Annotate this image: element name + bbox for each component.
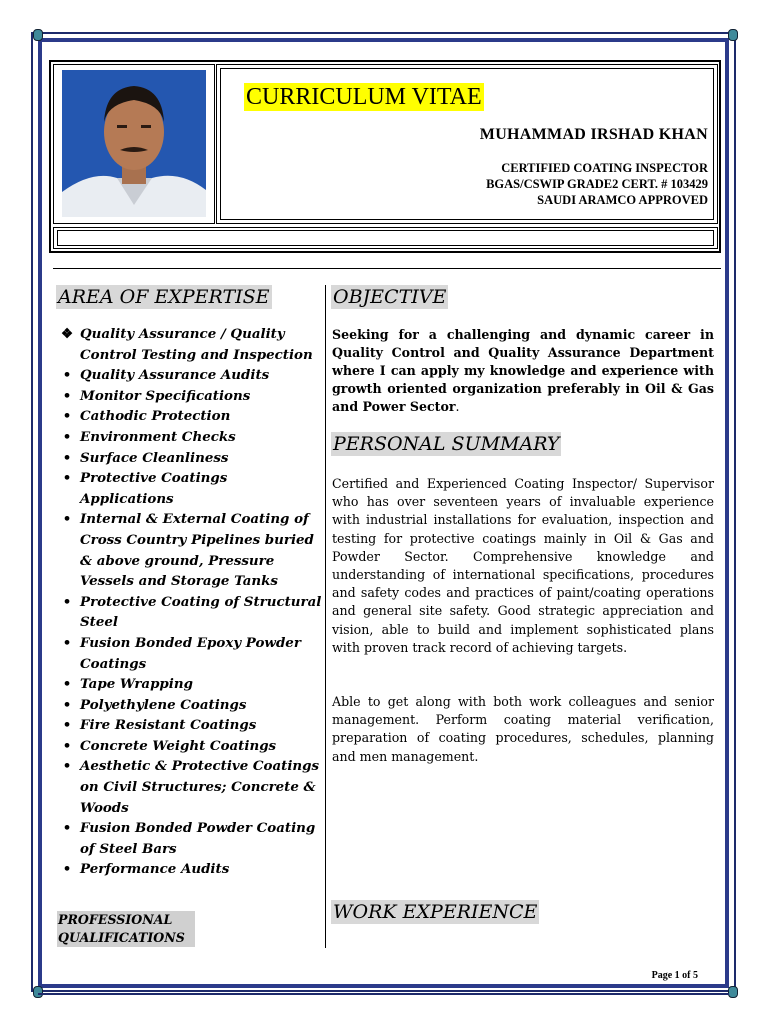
expertise-item bbox=[60, 592, 322, 633]
expertise-item bbox=[60, 468, 322, 509]
expertise-item bbox=[60, 365, 322, 386]
expertise-item-text: Quality Assurance Audits bbox=[80, 367, 270, 384]
bullet-icon: • bbox=[62, 387, 72, 404]
expertise-item-text: Polyethylene Coatings bbox=[80, 696, 247, 713]
expertise-item bbox=[60, 324, 322, 365]
diamond-bullet-icon: ❖ bbox=[60, 326, 73, 342]
header-blank-row-inner bbox=[57, 230, 714, 246]
bullet-icon: • bbox=[62, 634, 72, 651]
expertise-item bbox=[60, 715, 322, 736]
expertise-item-text: Quality Assurance / Quality Control Testing and Inspection bbox=[80, 326, 313, 363]
expertise-item-text: Aesthetic & Protective Coatings on Civil Structures; Concrete & Woods bbox=[80, 758, 320, 816]
profile-photo bbox=[62, 70, 206, 217]
credential-line: CERTIFIED COATING INSPECTOR bbox=[501, 161, 708, 175]
credentials-block bbox=[486, 160, 708, 208]
bullet-icon: • bbox=[62, 428, 72, 445]
expertise-item bbox=[60, 448, 322, 469]
bullet-icon: • bbox=[62, 470, 72, 487]
corner-ornament bbox=[728, 29, 738, 41]
bullet-icon: • bbox=[62, 676, 72, 693]
corner-ornament bbox=[33, 986, 43, 998]
expertise-item bbox=[60, 859, 322, 880]
bullet-icon: • bbox=[62, 758, 72, 775]
summary-paragraph-2: Able to get along with both work colleagues and senior management. Perform coating material verification, preparation of coating procedures, schedules, planning and men management. bbox=[332, 694, 714, 764]
bullet-icon: • bbox=[62, 737, 72, 754]
expertise-item bbox=[60, 736, 322, 757]
summary-paragraph-1: Certified and Experienced Coating Inspector/ Supervisor who has over seventeen years of invaluable experience with industrial installations for evaluation, inspection and testing for protective coatings mainly in Oil & Gas and Powder Sector. Comprehensive knowledge and understanding of international specifications, procedures and safety codes and practices of paint/coating operations and general site safety. Good strategic appreciation and vision, able to build and implement sophisticated plans with proven track record of achieving targets. bbox=[332, 476, 714, 655]
expertise-item bbox=[60, 756, 322, 818]
objective-heading: OBJECTIVE bbox=[333, 286, 447, 308]
candidate-name: MUHAMMAD IRSHAD KHAN bbox=[479, 126, 708, 143]
bullet-icon: • bbox=[62, 820, 72, 837]
expertise-item-text: Surface Cleanliness bbox=[80, 449, 229, 466]
bullet-icon: • bbox=[62, 408, 72, 425]
column-divider bbox=[325, 285, 326, 948]
expertise-item bbox=[60, 386, 322, 407]
expertise-item bbox=[60, 695, 322, 716]
expertise-item-text: Fusion Bonded Powder Coating of Steel Bars bbox=[80, 820, 316, 857]
bullet-icon: • bbox=[62, 696, 72, 713]
work-experience-heading: WORK EXPERIENCE bbox=[333, 901, 538, 923]
expertise-item-text: Environment Checks bbox=[80, 428, 236, 445]
expertise-heading: AREA OF EXPERTISE bbox=[58, 286, 270, 308]
expertise-item bbox=[60, 674, 322, 695]
expertise-item bbox=[60, 427, 322, 448]
expertise-item-text: Fusion Bonded Epoxy Powder Coatings bbox=[80, 634, 301, 672]
expertise-item-text: Internal & External Coating of Cross Country Pipelines buried & above ground, Pressure Vessels and Storage Tanks bbox=[80, 511, 314, 590]
bullet-icon: • bbox=[62, 861, 72, 878]
bullet-icon: • bbox=[62, 367, 72, 384]
expertise-item-text: Concrete Weight Coatings bbox=[80, 737, 277, 754]
expertise-item bbox=[60, 406, 322, 427]
expertise-item-text: Cathodic Protection bbox=[80, 408, 231, 425]
qualifications-heading: PROFESSIONAL QUALIFICATIONS bbox=[57, 911, 195, 947]
expertise-item bbox=[60, 509, 322, 591]
objective-body: Seeking for a challenging and dynamic career in Quality Control and Quality Assurance Department where I can apply my knowledge and experience with growth oriented organization preferably in Oil & Gas and Power Sector bbox=[332, 327, 714, 414]
bullet-icon: • bbox=[62, 511, 72, 528]
corner-ornament bbox=[728, 986, 738, 998]
objective-text bbox=[332, 326, 714, 416]
expertise-item-text: Monitor Specifications bbox=[80, 387, 251, 404]
section-divider bbox=[53, 268, 721, 269]
page-bottom-rule bbox=[38, 993, 729, 995]
expertise-item bbox=[60, 818, 322, 859]
expertise-item-text: Tape Wrapping bbox=[80, 676, 193, 693]
bullet-icon: • bbox=[62, 593, 72, 610]
bullet-icon: • bbox=[62, 717, 72, 734]
credential-line: BGAS/CSWIP GRADE2 CERT. # 103429 bbox=[486, 177, 708, 191]
expertise-item-text: Protective Coating of Structural Steel bbox=[80, 593, 322, 631]
corner-ornament bbox=[33, 29, 43, 41]
expertise-item bbox=[60, 633, 322, 674]
expertise-item-text: Fire Resistant Coatings bbox=[80, 717, 257, 734]
summary-heading: PERSONAL SUMMARY bbox=[333, 433, 560, 455]
expertise-item-text: Performance Audits bbox=[80, 861, 230, 878]
document-title: CURRICULUM VITAE bbox=[246, 84, 482, 110]
objective-period: . bbox=[455, 399, 460, 414]
bullet-icon: • bbox=[62, 449, 72, 466]
expertise-item-text: Protective Coatings Applications bbox=[80, 470, 228, 507]
credential-line: SAUDI ARAMCO APPROVED bbox=[537, 193, 708, 207]
expertise-list bbox=[60, 324, 322, 880]
page-number: Page 1 of 5 bbox=[651, 970, 698, 981]
